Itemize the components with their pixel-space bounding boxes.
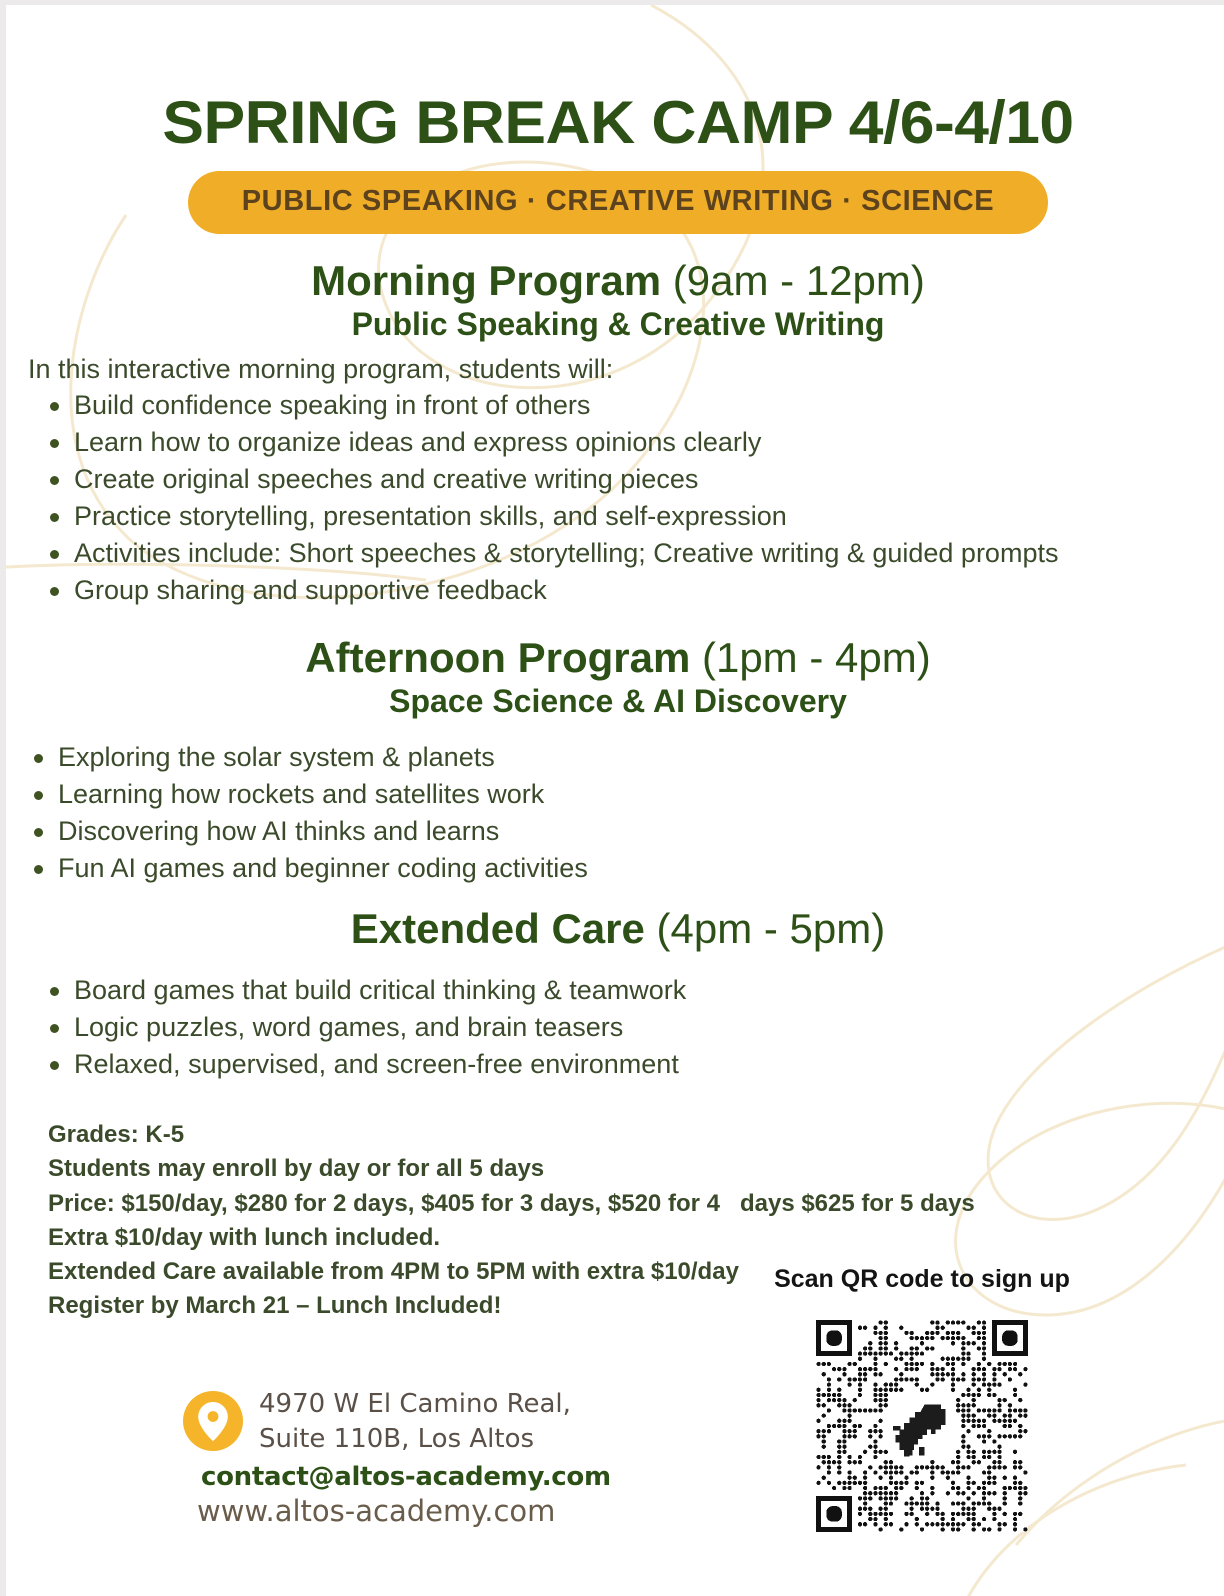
list-item: Learning how rockets and satellites work: [28, 776, 1224, 813]
contact-block: [181, 1387, 741, 1528]
trex-icon: [891, 1400, 951, 1460]
afternoon-bullet-list: [6, 739, 1224, 886]
morning-intro-text: In this interactive morning program, students will:: [28, 353, 614, 384]
address-lines: [259, 1387, 571, 1456]
afternoon-program-time: (1pm - 4pm): [690, 633, 931, 681]
subjects-badge-wrapper: [6, 171, 1224, 234]
website-url[interactable]: www.altos-academy.com: [197, 1494, 556, 1529]
extended-care-heading: [6, 906, 1224, 951]
list-item: Activities include: Short speeches & storytelling; Creative writing & guided prompts: [44, 535, 1224, 572]
afternoon-program-name: Afternoon Program: [305, 633, 691, 681]
extended-care-name: Extended Care: [350, 905, 645, 953]
page-title: SPRING BREAK CAMP 4/6-4/10: [162, 89, 1074, 156]
detail-register-deadline: Register by March 21 – Lunch Included!: [48, 1291, 502, 1319]
list-item: Create original speeches and creative writing pieces: [44, 461, 1224, 498]
morning-program-heading: [6, 258, 1224, 303]
qr-code[interactable]: [816, 1320, 1028, 1532]
list-item: Practice storytelling, presentation skills, and self-expression: [44, 498, 1224, 535]
morning-bullet-list: [6, 387, 1224, 608]
address-row: [181, 1387, 741, 1456]
qr-block: [772, 1267, 1072, 1532]
list-item: Exploring the solar system & planets: [28, 739, 1224, 776]
list-item: Board games that build critical thinking & teamwork: [44, 972, 1224, 1009]
subjects-badge: PUBLIC SPEAKING · CREATIVE WRITING · SCIENCE: [188, 171, 1049, 234]
detail-grades: Grades: K-5: [48, 1121, 185, 1149]
detail-enrollment: Students may enroll by day or for all 5 days: [48, 1155, 545, 1183]
contact-email[interactable]: contact@altos-academy.com: [201, 1462, 611, 1493]
qr-code-image[interactable]: [816, 1320, 1028, 1532]
morning-program-name: Morning Program: [311, 257, 662, 304]
location-pin-icon: [181, 1389, 245, 1453]
address-line-2: Suite 110B, Los Altos: [259, 1423, 535, 1454]
afternoon-program-subtitle: Space Science & AI Discovery: [389, 682, 847, 719]
address-line-1: 4970 W El Camino Real,: [259, 1389, 571, 1419]
list-item: Learn how to organize ideas and express opinions clearly: [44, 424, 1224, 461]
list-item: Group sharing and supportive feedback: [44, 572, 1224, 609]
detail-price: Price: $150/day, $280 for 2 days, $405 for 3 days, $520 for 4 days $625 for 5 days: [48, 1189, 975, 1217]
list-item: Fun AI games and beginner coding activities: [28, 850, 1224, 887]
list-item: Relaxed, supervised, and screen-free environment: [44, 1046, 1224, 1083]
list-item: Build confidence speaking in front of others: [44, 387, 1224, 424]
morning-program-time: (9am - 12pm): [661, 257, 925, 304]
detail-extended-care: Extended Care available from 4PM to 5PM with extra $10/day: [48, 1257, 739, 1285]
qr-label: Scan QR code to sign up: [774, 1265, 1070, 1293]
morning-program-subtitle: Public Speaking & Creative Writing: [351, 306, 885, 343]
detail-lunch: Extra $10/day with lunch included.: [48, 1223, 441, 1251]
footer: [6, 1267, 1224, 1596]
list-item: Discovering how AI thinks and learns: [28, 813, 1224, 850]
extended-care-bullet-list: [6, 972, 1224, 1083]
list-item: Logic puzzles, word games, and brain teasers: [44, 1009, 1224, 1046]
afternoon-program-heading: [6, 635, 1224, 680]
extended-care-time: (4pm - 5pm): [644, 905, 886, 953]
